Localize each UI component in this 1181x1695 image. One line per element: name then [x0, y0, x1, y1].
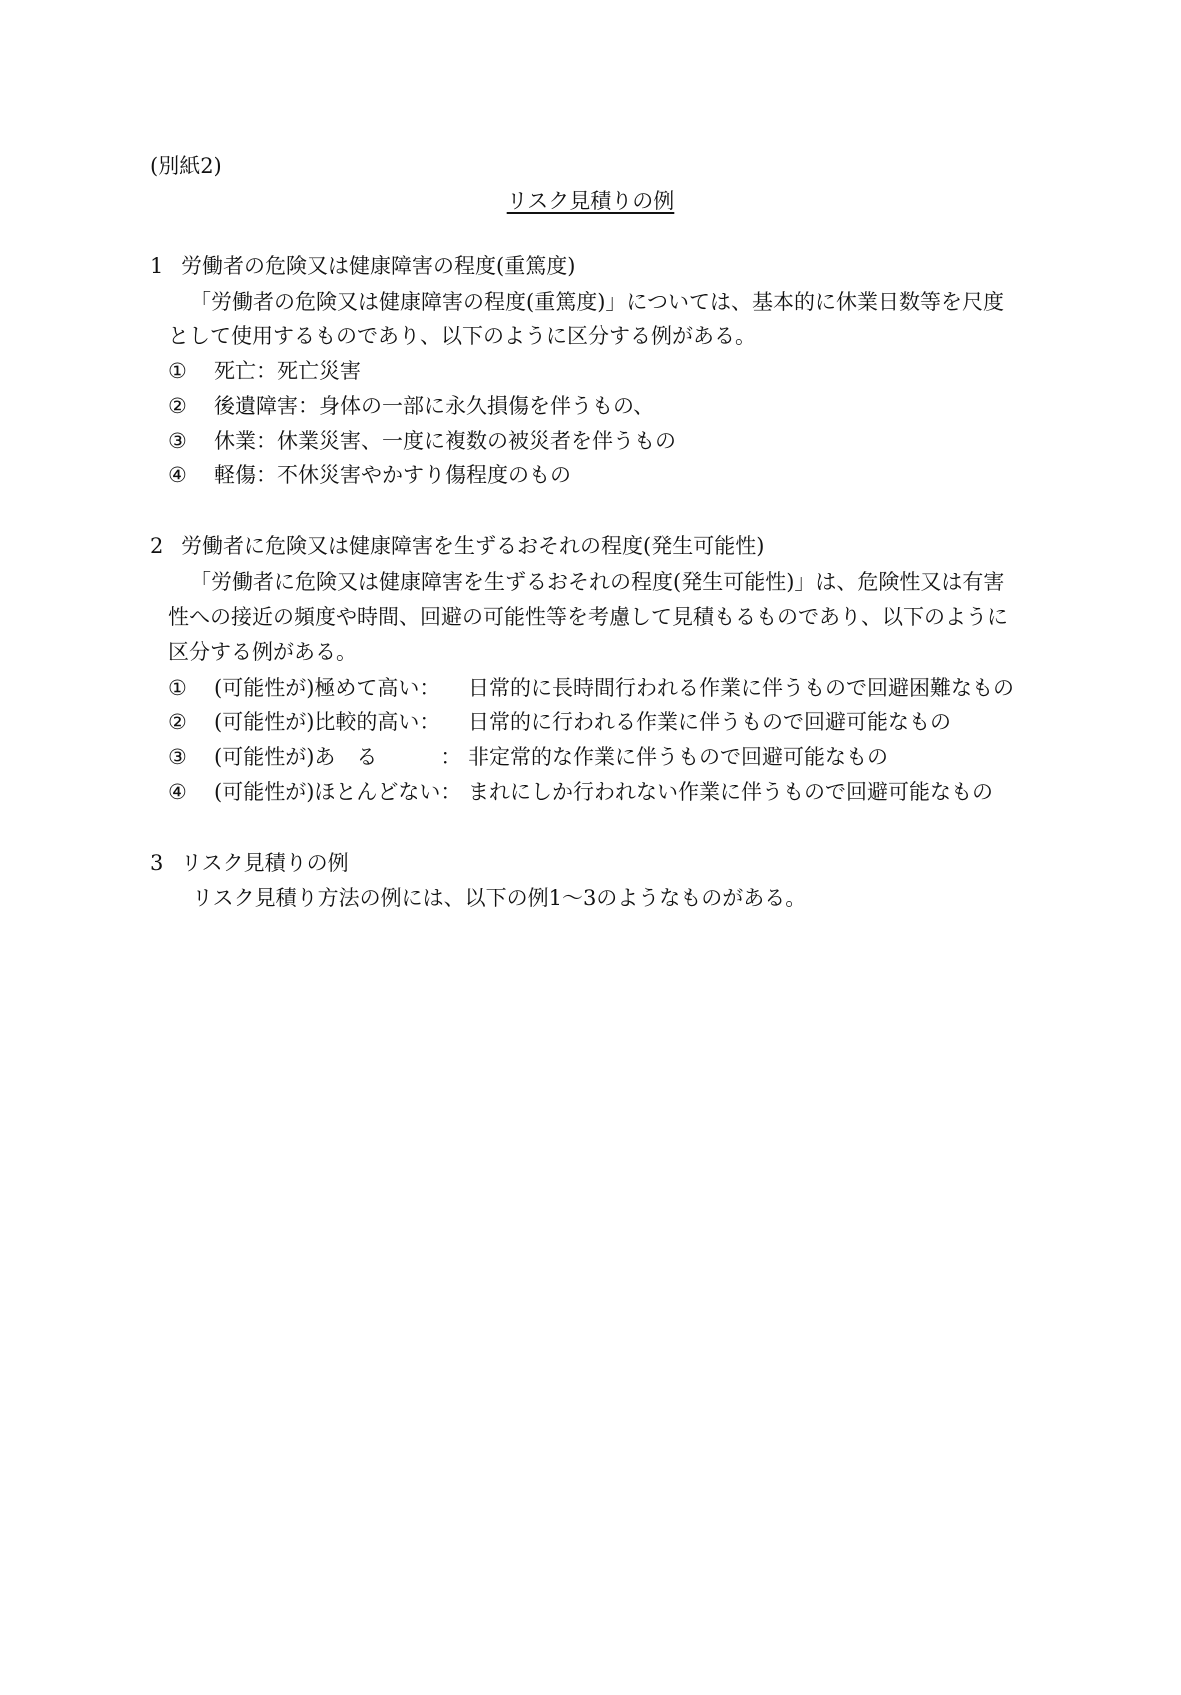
item-marker: ④	[168, 463, 187, 487]
item-text: 日常的に長時間行われる作業に伴うもので回避困難なもの	[468, 676, 1014, 700]
section-2-para-line-3: 区分する例がある。	[168, 640, 357, 664]
section-2-para-line-1: 「労働者に危険又は健康障害を生ずるおそれの程度(発生可能性)」は、危険性又は有害	[190, 570, 1005, 594]
item-marker: ①	[168, 676, 187, 700]
item-label: (可能性が)比較的高い：	[214, 710, 441, 734]
attachment-label: (別紙2)	[150, 154, 222, 178]
section-2-number: 2	[150, 534, 164, 558]
item-text: 休業：休業災害、一度に複数の被災者を伴うもの	[214, 429, 676, 453]
item-text: 死亡：死亡災害	[214, 359, 361, 383]
item-text: 後遺障害：身体の一部に永久損傷を伴うもの、	[214, 394, 655, 418]
section-1-heading	[150, 252, 575, 280]
item-label: (可能性が)ほとんどない：	[214, 780, 462, 804]
section-1-item	[168, 392, 654, 420]
section-2-heading	[150, 532, 764, 560]
item-marker: ②	[168, 710, 187, 734]
section-2-heading-text: 労働者に危険又は健康障害を生ずるおそれの程度(発生可能性)	[181, 534, 765, 558]
section-1-number: 1	[150, 254, 164, 278]
section-2-para-line-2: 性への接近の頻度や時間、回避の可能性等を考慮して見積もるものであり、以下のように	[168, 605, 1008, 629]
item-label: (可能性が)あ る ：	[214, 745, 462, 769]
section-2-item	[168, 708, 951, 736]
item-marker: ②	[168, 394, 187, 418]
section-1-heading-text: 労働者の危険又は健康障害の程度(重篤度)	[181, 254, 576, 278]
section-3-para: リスク見積り方法の例には、以下の例1～3のようなものがある。	[192, 886, 807, 910]
section-1-item	[168, 461, 571, 489]
section-1-para-line-1: 「労働者の危険又は健康障害の程度(重篤度)」については、基本的に休業日数等を尺度	[190, 290, 1004, 314]
item-label: (可能性が)極めて高い：	[214, 676, 441, 700]
section-1-item	[168, 427, 676, 455]
section-2-item	[168, 674, 1014, 702]
section-3-heading-text: リスク見積りの例	[181, 851, 349, 875]
section-2-item	[168, 778, 993, 806]
item-text: 非定常的な作業に伴うもので回避可能なもの	[468, 745, 888, 769]
item-text: 軽傷：不休災害やかすり傷程度のもの	[214, 463, 571, 487]
item-text: まれにしか行われない作業に伴うもので回避可能なもの	[468, 780, 993, 804]
section-1-item	[168, 357, 361, 385]
item-text: 日常的に行われる作業に伴うもので回避可能なもの	[468, 710, 951, 734]
item-marker: ③	[168, 429, 187, 453]
document-title: リスク見積りの例	[506, 189, 675, 213]
item-marker: ③	[168, 745, 187, 769]
section-2-item	[168, 743, 888, 771]
section-1-para-line-2: として使用するものであり、以下のように区分する例がある。	[168, 324, 756, 348]
section-3-number: 3	[150, 851, 164, 875]
item-marker: ①	[168, 359, 187, 383]
section-3-heading	[150, 849, 349, 877]
item-marker: ④	[168, 780, 187, 804]
